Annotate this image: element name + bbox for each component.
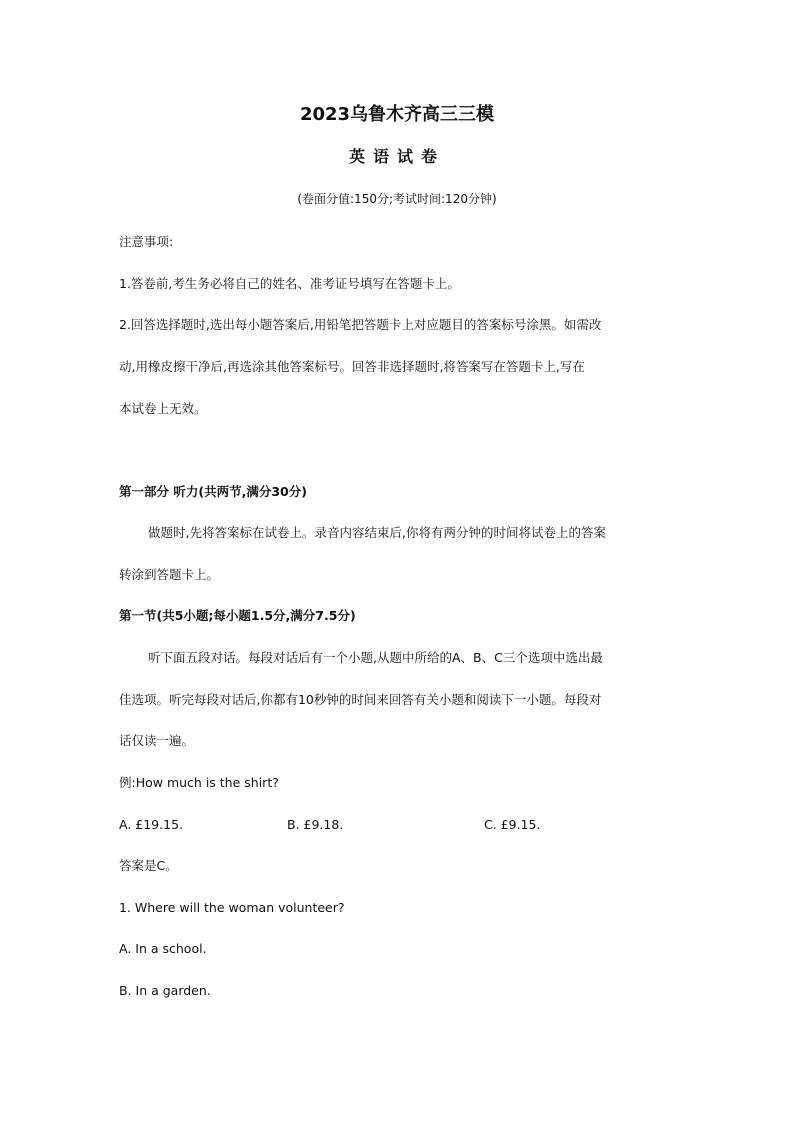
notice-item-2-line-3: 本试卷上无效。 [119,401,207,416]
section1-intro-line-2: 佳选项。听完每段对话后,你都有10秒钟的时间来回答有关小题和阅读下一小题。每段对 [119,692,602,707]
example-option-c: C. £9.15. [484,817,541,832]
exam-subtitle: 英语试卷 [348,147,445,166]
example-answer: 答案是C。 [119,858,178,873]
notice-heading: 注意事项: [119,234,174,249]
exam-title: 2023乌鲁木齐高三三模 [299,104,495,125]
question-1-stem: 1. Where will the woman volunteer? [119,900,345,915]
section1-heading: 第一节(共5小题;每小题1.5分,满分7.5分) [119,608,356,623]
exam-info: (卷面分值:150分;考试时间:120分钟) [297,192,497,206]
notice-item-2-line-1: 2.回答选择题时,选出每小题答案后,用铅笔把答题卡上对应题目的答案标号涂黑。如需改 [119,317,602,332]
example-option-b: B. £9.18. [287,817,344,832]
question-1-option-b: B. In a garden. [119,983,211,998]
example-question: 例:How much is the shirt? [119,775,279,790]
part1-intro-line-1: 做题时,先将答案标在试卷上。录音内容结束后,你将有两分钟的时间将试卷上的答案 [148,525,606,540]
notice-item-1: 1.答卷前,考生务必将自己的姓名、准考证号填写在答题卡上。 [119,276,460,291]
section1-intro-line-1: 听下面五段对话。每段对话后有一个小题,从题中所给的A、B、C三个选项中选出最 [148,650,603,665]
part1-heading: 第一部分 听力(共两节,满分30分) [119,484,307,499]
section1-intro-line-3: 话仅读一遍。 [119,733,195,748]
part1-intro-line-2: 转涂到答题卡上。 [119,567,220,582]
question-1-option-a: A. In a school. [119,941,207,956]
example-option-a: A. £19.15. [119,817,183,832]
notice-item-2-line-2: 动,用橡皮擦干净后,再选涂其他答案标号。回答非选择题时,将答案写在答题卡上,写在 [119,359,585,374]
